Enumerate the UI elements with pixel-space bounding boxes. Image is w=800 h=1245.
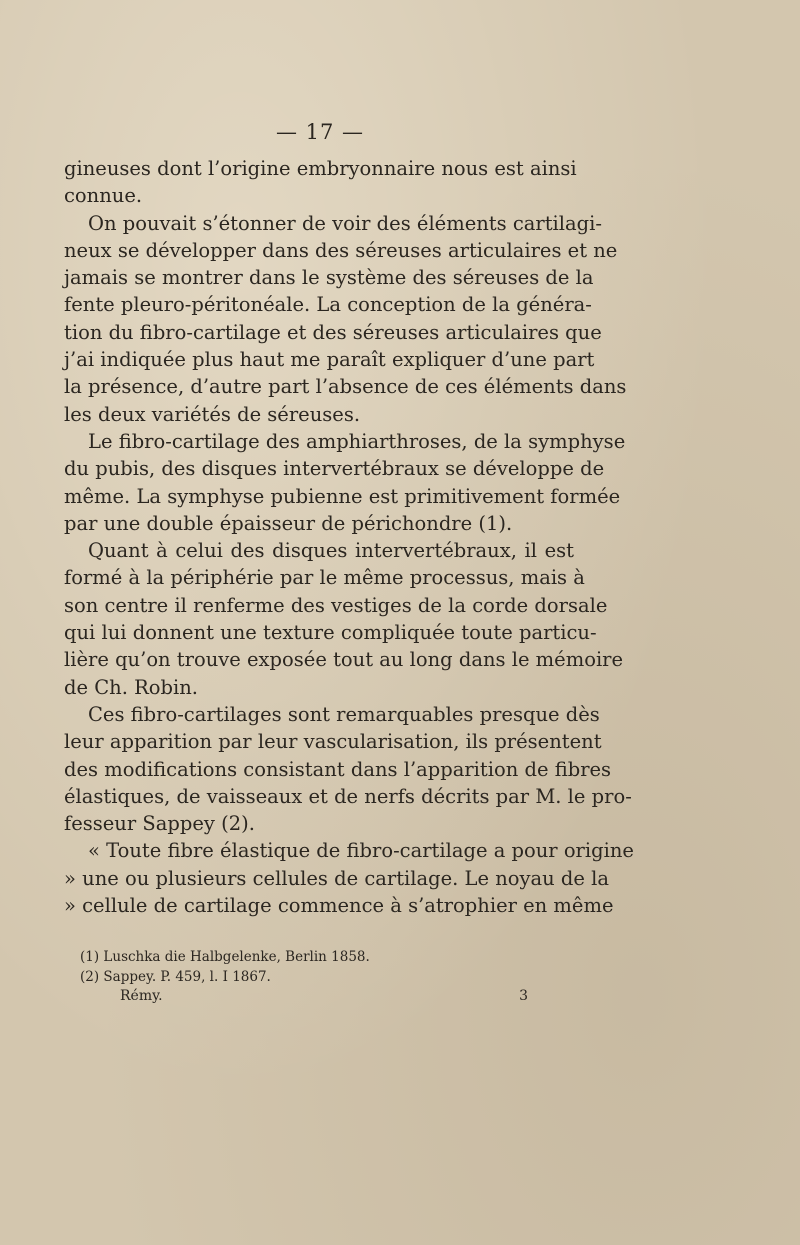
- text-line: » cellule de cartilage commence à s’atrophier en même: [64, 894, 614, 918]
- footnotes: [80, 947, 540, 987]
- signature-number: 3: [519, 988, 528, 1004]
- text-line: qui lui donnent une texture compliquée toute particu-: [64, 621, 597, 645]
- text-line: fesseur Sappey (2).: [64, 812, 255, 836]
- text-line: neux se développer dans des séreuses articulaires et ne: [64, 238, 618, 262]
- text-line: jamais se montrer dans le système des séreuses de la: [64, 266, 594, 290]
- page-number: — 17 —: [275, 120, 365, 144]
- text-line: tion du fibro-cartilage et des séreuses articulaires que: [64, 320, 602, 344]
- text-line: la présence, d’autre part l’absence de ces éléments dans: [64, 375, 627, 399]
- text-line: formé à la périphérie par le même processus, mais à: [64, 566, 585, 590]
- body-text: [64, 155, 634, 919]
- footnote-1: (1) Luschka die Halbgelenke, Berlin 1858.: [80, 949, 370, 965]
- text-line: leur apparition par leur vascularisation, ils présentent: [64, 730, 602, 754]
- text-line: son centre il renferme des vestiges de la corde dorsale: [64, 593, 608, 617]
- text-line: de Ch. Robin.: [64, 675, 198, 699]
- text-line: élastiques, de vaisseaux et de nerfs décrits par M. le pro-: [64, 784, 632, 808]
- text-line: même. La symphyse pubienne est primitivement formée: [64, 484, 621, 508]
- footnote-2: (2) Sappey. P. 459, l. I 1867.: [80, 969, 271, 985]
- footer-author: Rémy.: [120, 988, 163, 1004]
- text-line: Quant à celui des disques intervertébraux, il est: [88, 539, 574, 563]
- text-line: du pubis, des disques intervertébraux se développe de: [64, 457, 605, 481]
- text-line: les deux variétés de séreuses.: [64, 402, 361, 426]
- text-line: j’ai indiquée plus haut me paraît expliquer d’une part: [64, 348, 595, 372]
- text-line: Le fibro-cartilage des amphiarthroses, de la symphyse: [88, 429, 626, 453]
- text-line: des modifications consistant dans l’apparition de fibres: [64, 757, 612, 781]
- text-line: connue.: [64, 184, 143, 208]
- text-line: lière qu’on trouve exposée tout au long dans le mémoire: [64, 648, 624, 672]
- text-line: On pouvait s’étonner de voir des éléments cartilagi-: [88, 211, 602, 235]
- text-line: par une double épaisseur de périchondre (1).: [64, 511, 513, 535]
- text-line: « Toute fibre élastique de fibro-cartilage a pour origine: [88, 839, 634, 863]
- text-line: fente pleuro-péritonéale. La conception de la généra-: [64, 293, 592, 317]
- text-line: » une ou plusieurs cellules de cartilage. Le noyau de la: [64, 866, 610, 890]
- page-footer: [120, 988, 528, 1004]
- text-line: gineuses dont l’origine embryonnaire nous est ainsi: [64, 157, 577, 180]
- text-line: Ces fibro-cartilages sont remarquables presque dès: [88, 702, 600, 726]
